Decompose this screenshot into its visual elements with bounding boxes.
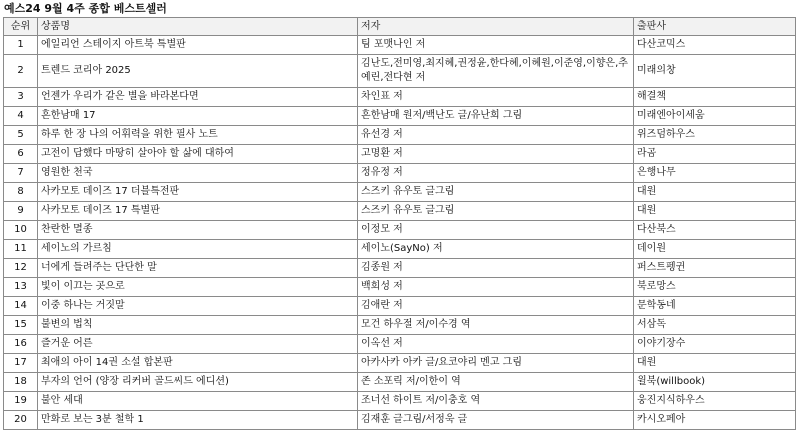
header-rank: 순위 xyxy=(4,18,38,36)
cell-publisher: 대원 xyxy=(634,354,796,373)
cell-rank: 19 xyxy=(4,392,38,411)
cell-author: 고명환 저 xyxy=(358,145,634,164)
cell-author: 팀 포맷나인 저 xyxy=(358,36,634,55)
cell-publisher: 이야기장수 xyxy=(634,335,796,354)
cell-title: 영원한 천국 xyxy=(38,164,358,183)
cell-title: 고전이 답했다 마땅히 살아야 할 삶에 대하여 xyxy=(38,145,358,164)
cell-rank: 9 xyxy=(4,202,38,221)
cell-title: 언젠가 우리가 같은 별을 바라본다면 xyxy=(38,88,358,107)
table-row xyxy=(4,164,796,183)
table-row xyxy=(4,297,796,316)
cell-author: 스즈키 유우토 글그림 xyxy=(358,183,634,202)
table-row xyxy=(4,36,796,55)
cell-author: 김종원 저 xyxy=(358,259,634,278)
cell-title: 최애의 아이 14권 소설 합본판 xyxy=(38,354,358,373)
table-header-row xyxy=(4,18,796,36)
table-row xyxy=(4,202,796,221)
cell-author: 백희성 저 xyxy=(358,278,634,297)
table-row xyxy=(4,392,796,411)
cell-title: 만화로 보는 3분 철학 1 xyxy=(38,411,358,430)
cell-publisher: 다산코믹스 xyxy=(634,36,796,55)
cell-author: 이정모 저 xyxy=(358,221,634,240)
cell-publisher: 은행나무 xyxy=(634,164,796,183)
cell-publisher: 위즈덤하우스 xyxy=(634,126,796,145)
cell-rank: 12 xyxy=(4,259,38,278)
cell-author: 아카사카 아카 글/요코야리 멘고 그림 xyxy=(358,354,634,373)
table-row xyxy=(4,126,796,145)
page-title: 예스24 9월 4주 종합 베스트셀러 xyxy=(4,2,167,15)
table-row xyxy=(4,240,796,259)
cell-author: 스즈키 유우토 글그림 xyxy=(358,202,634,221)
cell-rank: 16 xyxy=(4,335,38,354)
cell-title: 트렌드 코리아 2025 xyxy=(38,55,358,88)
cell-author: 세이노(SayNo) 저 xyxy=(358,240,634,259)
table-row xyxy=(4,55,796,88)
table-row xyxy=(4,107,796,126)
bestseller-table xyxy=(3,17,796,430)
cell-title: 너에게 들려주는 단단한 말 xyxy=(38,259,358,278)
cell-publisher: 해결책 xyxy=(634,88,796,107)
cell-author: 흔한남매 원저/백난도 글/유난희 그림 xyxy=(358,107,634,126)
table-row xyxy=(4,183,796,202)
cell-title: 부자의 언어 (양장 리커버 골드씨드 에디션) xyxy=(38,373,358,392)
table-row xyxy=(4,316,796,335)
cell-title: 흔한남매 17 xyxy=(38,107,358,126)
table-row xyxy=(4,221,796,240)
cell-author: 정유정 저 xyxy=(358,164,634,183)
cell-author: 존 소포릭 저/이한이 역 xyxy=(358,373,634,392)
cell-author: 김난도,전미영,최지혜,권정윤,한다혜,이혜원,이준영,이향은,추예린,전다현 저 xyxy=(358,55,634,88)
cell-title: 즐거운 어른 xyxy=(38,335,358,354)
cell-rank: 4 xyxy=(4,107,38,126)
cell-rank: 5 xyxy=(4,126,38,145)
cell-rank: 15 xyxy=(4,316,38,335)
cell-publisher: 퍼스트펭귄 xyxy=(634,259,796,278)
cell-author: 김애란 저 xyxy=(358,297,634,316)
cell-publisher: 라곰 xyxy=(634,145,796,164)
cell-rank: 6 xyxy=(4,145,38,164)
cell-rank: 3 xyxy=(4,88,38,107)
cell-publisher: 대원 xyxy=(634,183,796,202)
cell-rank: 1 xyxy=(4,36,38,55)
header-publisher: 출판사 xyxy=(634,18,796,36)
cell-title: 에일리언 스테이지 아트북 특별판 xyxy=(38,36,358,55)
table-row xyxy=(4,278,796,297)
cell-rank: 11 xyxy=(4,240,38,259)
cell-publisher: 윌북(willbook) xyxy=(634,373,796,392)
cell-title: 하루 한 장 나의 어휘력을 위한 필사 노트 xyxy=(38,126,358,145)
table-row xyxy=(4,145,796,164)
header-author: 저자 xyxy=(358,18,634,36)
cell-author: 유선경 저 xyxy=(358,126,634,145)
cell-rank: 7 xyxy=(4,164,38,183)
cell-title: 이중 하나는 거짓말 xyxy=(38,297,358,316)
cell-publisher: 대원 xyxy=(634,202,796,221)
cell-publisher: 다산북스 xyxy=(634,221,796,240)
cell-rank: 13 xyxy=(4,278,38,297)
cell-publisher: 미래엔아이세움 xyxy=(634,107,796,126)
table-row xyxy=(4,88,796,107)
cell-title: 빛이 이끄는 곳으로 xyxy=(38,278,358,297)
cell-publisher: 웅진지식하우스 xyxy=(634,392,796,411)
table-row xyxy=(4,373,796,392)
cell-author: 차인표 저 xyxy=(358,88,634,107)
cell-title: 세이노의 가르침 xyxy=(38,240,358,259)
cell-author: 이옥선 저 xyxy=(358,335,634,354)
cell-rank: 20 xyxy=(4,411,38,430)
table-row xyxy=(4,259,796,278)
cell-rank: 18 xyxy=(4,373,38,392)
cell-author: 모건 하우절 저/이수경 역 xyxy=(358,316,634,335)
cell-publisher: 서삼독 xyxy=(634,316,796,335)
cell-title: 사카모토 데이즈 17 더블특전판 xyxy=(38,183,358,202)
cell-rank: 8 xyxy=(4,183,38,202)
header-title: 상품명 xyxy=(38,18,358,36)
cell-rank: 2 xyxy=(4,55,38,88)
cell-title: 불안 세대 xyxy=(38,392,358,411)
table-row xyxy=(4,354,796,373)
cell-author: 조너선 하이트 저/이충호 역 xyxy=(358,392,634,411)
cell-publisher: 문학동네 xyxy=(634,297,796,316)
table-row xyxy=(4,335,796,354)
cell-publisher: 북로망스 xyxy=(634,278,796,297)
cell-publisher: 미래의창 xyxy=(634,55,796,88)
cell-publisher: 데이원 xyxy=(634,240,796,259)
cell-title: 사카모토 데이즈 17 특별판 xyxy=(38,202,358,221)
cell-rank: 10 xyxy=(4,221,38,240)
cell-rank: 17 xyxy=(4,354,38,373)
table-row xyxy=(4,411,796,430)
cell-author: 김재훈 글그림/서정욱 글 xyxy=(358,411,634,430)
cell-rank: 14 xyxy=(4,297,38,316)
cell-title: 불변의 법칙 xyxy=(38,316,358,335)
cell-publisher: 카시오페아 xyxy=(634,411,796,430)
cell-title: 찬란한 멸종 xyxy=(38,221,358,240)
